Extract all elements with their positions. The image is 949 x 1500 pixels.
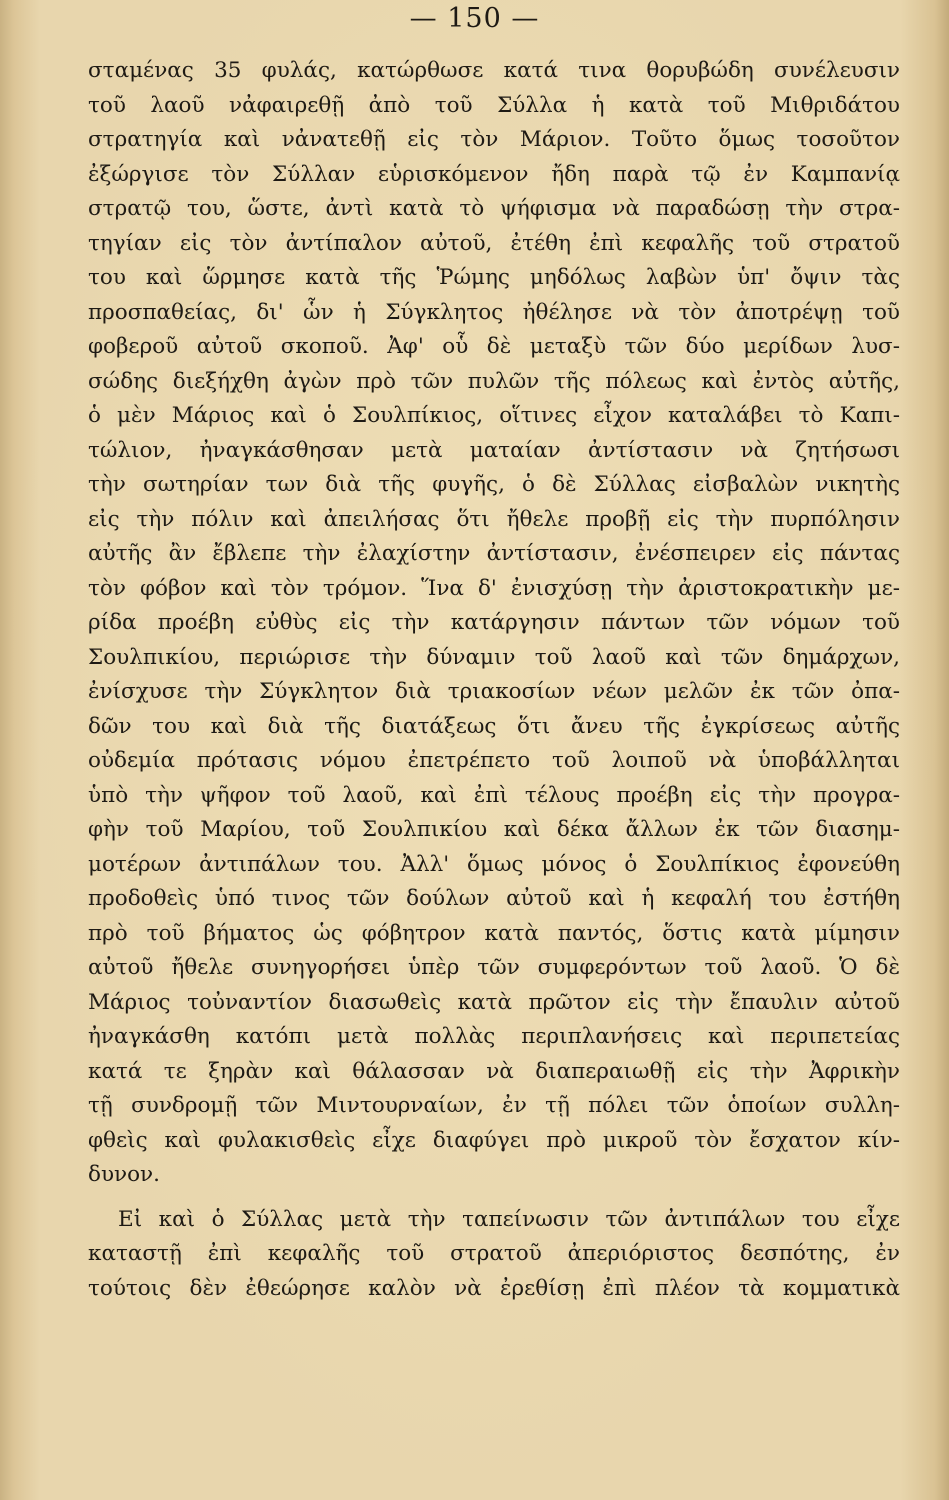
text-line: δυνον. bbox=[88, 1162, 160, 1187]
text-line: τῇ συνδρομῇ τῶν Μιντουρναίων, ἐν τῇ πόλει τῶν ὁποίων συλλη- bbox=[88, 1093, 900, 1118]
text-line: ὑπὸ τὴν ψῆφον τοῦ λαοῦ, καὶ ἐπὶ τέλους προέβη εἰς τὴν προγρα- bbox=[88, 782, 900, 808]
paragraph-1 bbox=[88, 54, 900, 1193]
text-line: φὴν τοῦ Μαρίου, τοῦ Σουλπικίου καὶ δέκα ἄλλων ἐκ τῶν διασημ- bbox=[88, 817, 900, 842]
text-line: ὁ μὲν Μάριος καὶ ὁ Σουλπίκιος, οἵτινες εἶχον καταλάβει τὸ Καπι- bbox=[88, 403, 900, 428]
text-line: δῶν του καὶ διὰ τῆς διατάξεως ὅτι ἄνευ τῆς ἐγκρίσεως αὐτῆς bbox=[88, 713, 900, 739]
text-line: προδοθεὶς ὑπό τινος τῶν δούλων αὐτοῦ καὶ ἡ κεφαλή του ἐστήθη bbox=[88, 886, 900, 911]
text-line: τούτοις δὲν ἐθεώρησε καλὸν νὰ ἐρεθίσῃ ἐπὶ πλέον τὰ κομματικὰ bbox=[88, 1275, 900, 1301]
text-line: πρὸ τοῦ βήματος ὡς φόβητρον κατὰ παντός, ὅστις κατὰ μίμησιν bbox=[88, 920, 900, 946]
text-line: εἰς τὴν πόλιν καὶ ἀπειλήσας ὅτι ἤθελε προβῇ εἰς τὴν πυρπόλησιν bbox=[88, 506, 900, 532]
text-line: τὸν φόβον καὶ τὸν τρόμον. Ἵνα δ' ἐνισχύσῃ τὴν ἀριστοκρατικὴν με- bbox=[88, 575, 900, 601]
text-line: φθεὶς καὶ φυλακισθεὶς εἶχε διαφύγει πρὸ μικροῦ τὸν ἔσχατον κίν- bbox=[88, 1127, 900, 1153]
text-line: ἐξώργισε τὸν Σύλλαν εὑρισκόμενον ἤδη παρὰ τῷ ἐν Καμπανίᾳ bbox=[88, 161, 900, 187]
text-line: σταμένας 35 φυλάς, κατώρθωσε κατά τινα θορυβώδη συνέλευσιν bbox=[88, 58, 900, 83]
text-line: τοῦ λαοῦ νἀφαιρεθῇ ἀπὸ τοῦ Σύλλα ἡ κατὰ τοῦ Μιθριδάτου bbox=[88, 92, 900, 118]
body-text bbox=[88, 54, 900, 1306]
text-line: ἐνίσχυσε τὴν Σύγκλητον διὰ τριακοσίων νέων μελῶν ἐκ τῶν ὀπα- bbox=[88, 679, 900, 704]
text-line: τηγίαν εἰς τὸν ἀντίπαλον αὐτοῦ, ἐτέθη ἐπὶ κεφαλῆς τοῦ στρατοῦ bbox=[88, 230, 900, 256]
text-line: Εἰ καὶ ὁ Σύλλας μετὰ τὴν ταπείνωσιν τῶν ἀντιπάλων του εἶχε bbox=[118, 1206, 900, 1232]
text-line: προσπαθείας, δι' ὧν ἡ Σύγκλητος ἠθέλησε νὰ τὸν ἀποτρέψῃ τοῦ bbox=[88, 299, 900, 325]
text-line: φοβεροῦ αὐτοῦ σκοποῦ. Ἀφ' οὗ δὲ μεταξὺ τῶν δύο μερίδων λυσ- bbox=[88, 334, 900, 359]
paragraph-2 bbox=[88, 1203, 900, 1307]
text-line: τώλιον, ἠναγκάσθησαν μετὰ ματαίαν ἀντίστασιν νὰ ζητήσωσι bbox=[88, 437, 900, 463]
text-line: καταστῇ ἐπὶ κεφαλῆς τοῦ στρατοῦ ἀπεριόριστος δεσπότης, ἐν bbox=[88, 1241, 900, 1266]
text-line: κατά τε ξηρὰν καὶ θάλασσαν νὰ διαπεραιωθῇ εἰς τὴν Ἀφρικὴν bbox=[88, 1058, 900, 1084]
page-number: — 150 — bbox=[409, 3, 540, 34]
text-line: στρατηγία καὶ νἀνατεθῇ εἰς τὸν Μάριον. Τοῦτο ὅμως τοσοῦτον bbox=[88, 127, 900, 152]
text-line: οὐδεμία πρότασις νόμου ἐπετρέπετο τοῦ λοιποῦ νὰ ὑποβάλληται bbox=[88, 748, 900, 773]
text-line: σώδης διεξήχθη ἀγὼν πρὸ τῶν πυλῶν τῆς πόλεως καὶ ἐντὸς αὐτῆς, bbox=[88, 368, 900, 394]
text-line: στρατῷ του, ὥστε, ἀντὶ κατὰ τὸ ψήφισμα νὰ παραδώσῃ τὴν στρα- bbox=[88, 196, 900, 221]
text-line: Σουλπικίου, περιώρισε τὴν δύναμιν τοῦ λαοῦ καὶ τῶν δημάρχων, bbox=[88, 644, 900, 670]
text-line: ἠναγκάσθη κατόπι μετὰ πολλὰς περιπλανήσεις καὶ περιπετείας bbox=[88, 1024, 900, 1049]
text-line: μοτέρων ἀντιπάλων του. Ἀλλ' ὅμως μόνος ὁ Σουλπίκιος ἐφονεύθη bbox=[88, 851, 900, 877]
text-line: αὐτοῦ ἤθελε συνηγορήσει ὑπὲρ τῶν συμφερόντων τοῦ λαοῦ. Ὁ δὲ bbox=[88, 955, 900, 980]
text-line: ρίδα προέβη εὐθὺς εἰς τὴν κατάργησιν πάντων τῶν νόμων τοῦ bbox=[88, 610, 900, 635]
text-line: Μάριος τοὐναντίον διασωθεὶς κατὰ πρῶτον εἰς τὴν ἔπαυλιν αὐτοῦ bbox=[88, 989, 900, 1015]
text-line: αὐτῆς ἂν ἔβλεπε τὴν ἐλαχίστην ἀντίστασιν, ἐνέσπειρεν εἰς πάντας bbox=[88, 541, 900, 566]
text-line: τὴν σωτηρίαν των διὰ τῆς φυγῆς, ὁ δὲ Σύλλας εἰσβαλὼν νικητὴς bbox=[88, 472, 900, 497]
text-line: του καὶ ὥρμησε κατὰ τῆς Ῥώμης μηδόλως λαβὼν ὑπ' ὄψιν τὰς bbox=[88, 265, 900, 290]
